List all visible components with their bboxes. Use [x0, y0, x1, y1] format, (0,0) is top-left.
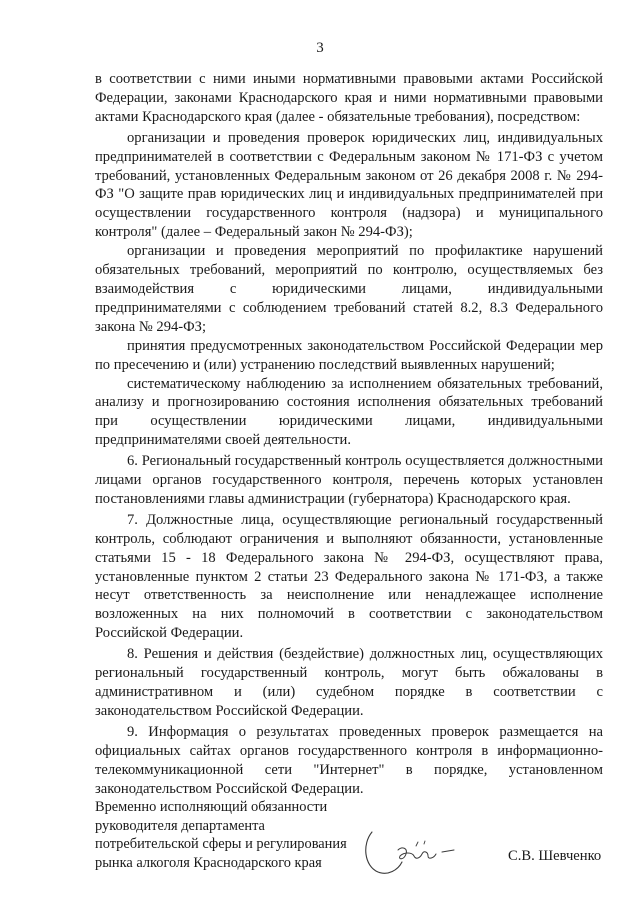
paragraph-monitoring: систематическому наблюдению за исполнением обязательных требований, анализу и прогнозированию состояния исполнения обязательных требований при осуществлении юридическими лицами, индивидуальными предпринимателями своей деятельности. [95, 375, 603, 449]
paragraph-item-6: 6. Региональный государственный контроль осуществляется должностными лицами органов государственного контроля, перечень которых установлен постановлениями главы администрации (губернатора) Краснодарского края. [95, 453, 603, 507]
paragraph-measures: принятия предусмотренных законодательством Российской Федерации мер по пресечению и (или) устранению последствий выявленных нарушений; [95, 337, 603, 373]
paragraph-item-7: 7. Должностные лица, осуществляющие региональный государственный контроль, соблюдают ограничения и выполняют обязанности, установленные статьями 15 - 18 Федерального закона № 294-ФЗ, осуществляют права, установленные пунктом 2 статьи 23 Федерального закона № 171-ФЗ, а также несут ответственность за неисполнение или ненадлежащее исполнение возложенных на них полномочий в соответствии с законодательством Российской Федерации. [95, 511, 603, 642]
paragraph-item-9: 9. Информация о результатах проведенных проверок размещается на официальных сайтах органов государственного контроля в информационно-телекоммуникационной сети "Интернет" в порядке, установленном законодательством Российской Федерации. [95, 723, 603, 797]
signatory-title-line: потребительской сферы и регулирования [95, 836, 347, 853]
paragraph-inspections: организации и проведения проверок юридических лиц, индивидуальных предпринимателей в соответствии с Федеральным законом № 171-ФЗ с учетом требований, установленных Федеральным законом от 26 декабря 2008 г. № 294-ФЗ "О защите прав юридических лиц и индивидуальных предпринимателей при осуществлении государственного контроля (надзора) и муниципального контроля" (далее – Федеральный закон № 294-ФЗ); [95, 129, 603, 241]
signatory-title-line: Временно исполняющий обязанности [95, 799, 328, 815]
signatory-title-line: рынка алкоголя Краснодарского края [95, 854, 322, 871]
document-body [95, 70, 603, 798]
signatory-title [95, 798, 355, 872]
signatory-title-line: руководителя департамента [95, 817, 265, 834]
paragraph-continuation: в соответствии с ними иными нормативными правовыми актами Российской Федерации, законами Краснодарского края и ними нормативными правовыми актами Краснодарского края (далее - обязательные требования), посредством: [95, 71, 603, 125]
paragraph-item-8: 8. Решения и действия (бездействие) должностных лиц, осуществляющих региональный государственный контроль, могут быть обжалованы в административном и (или) судебном порядке в соответствии с законодательством Российской Федерации. [95, 646, 603, 719]
page-number: 3 [316, 40, 324, 56]
handwritten-signature [358, 822, 468, 882]
signatory-name: С.В. Шевченко [508, 848, 602, 864]
paragraph-prevention: организации и проведения мероприятий по профилактике нарушений обязательных требований, мероприятий по контролю, осуществляемых без взаимодействия с юридическими лицами, индивидуальными предпринимателями с соблюдением требований статей 8.2, 8.3 Федерального закона № 294-ФЗ; [95, 243, 603, 335]
